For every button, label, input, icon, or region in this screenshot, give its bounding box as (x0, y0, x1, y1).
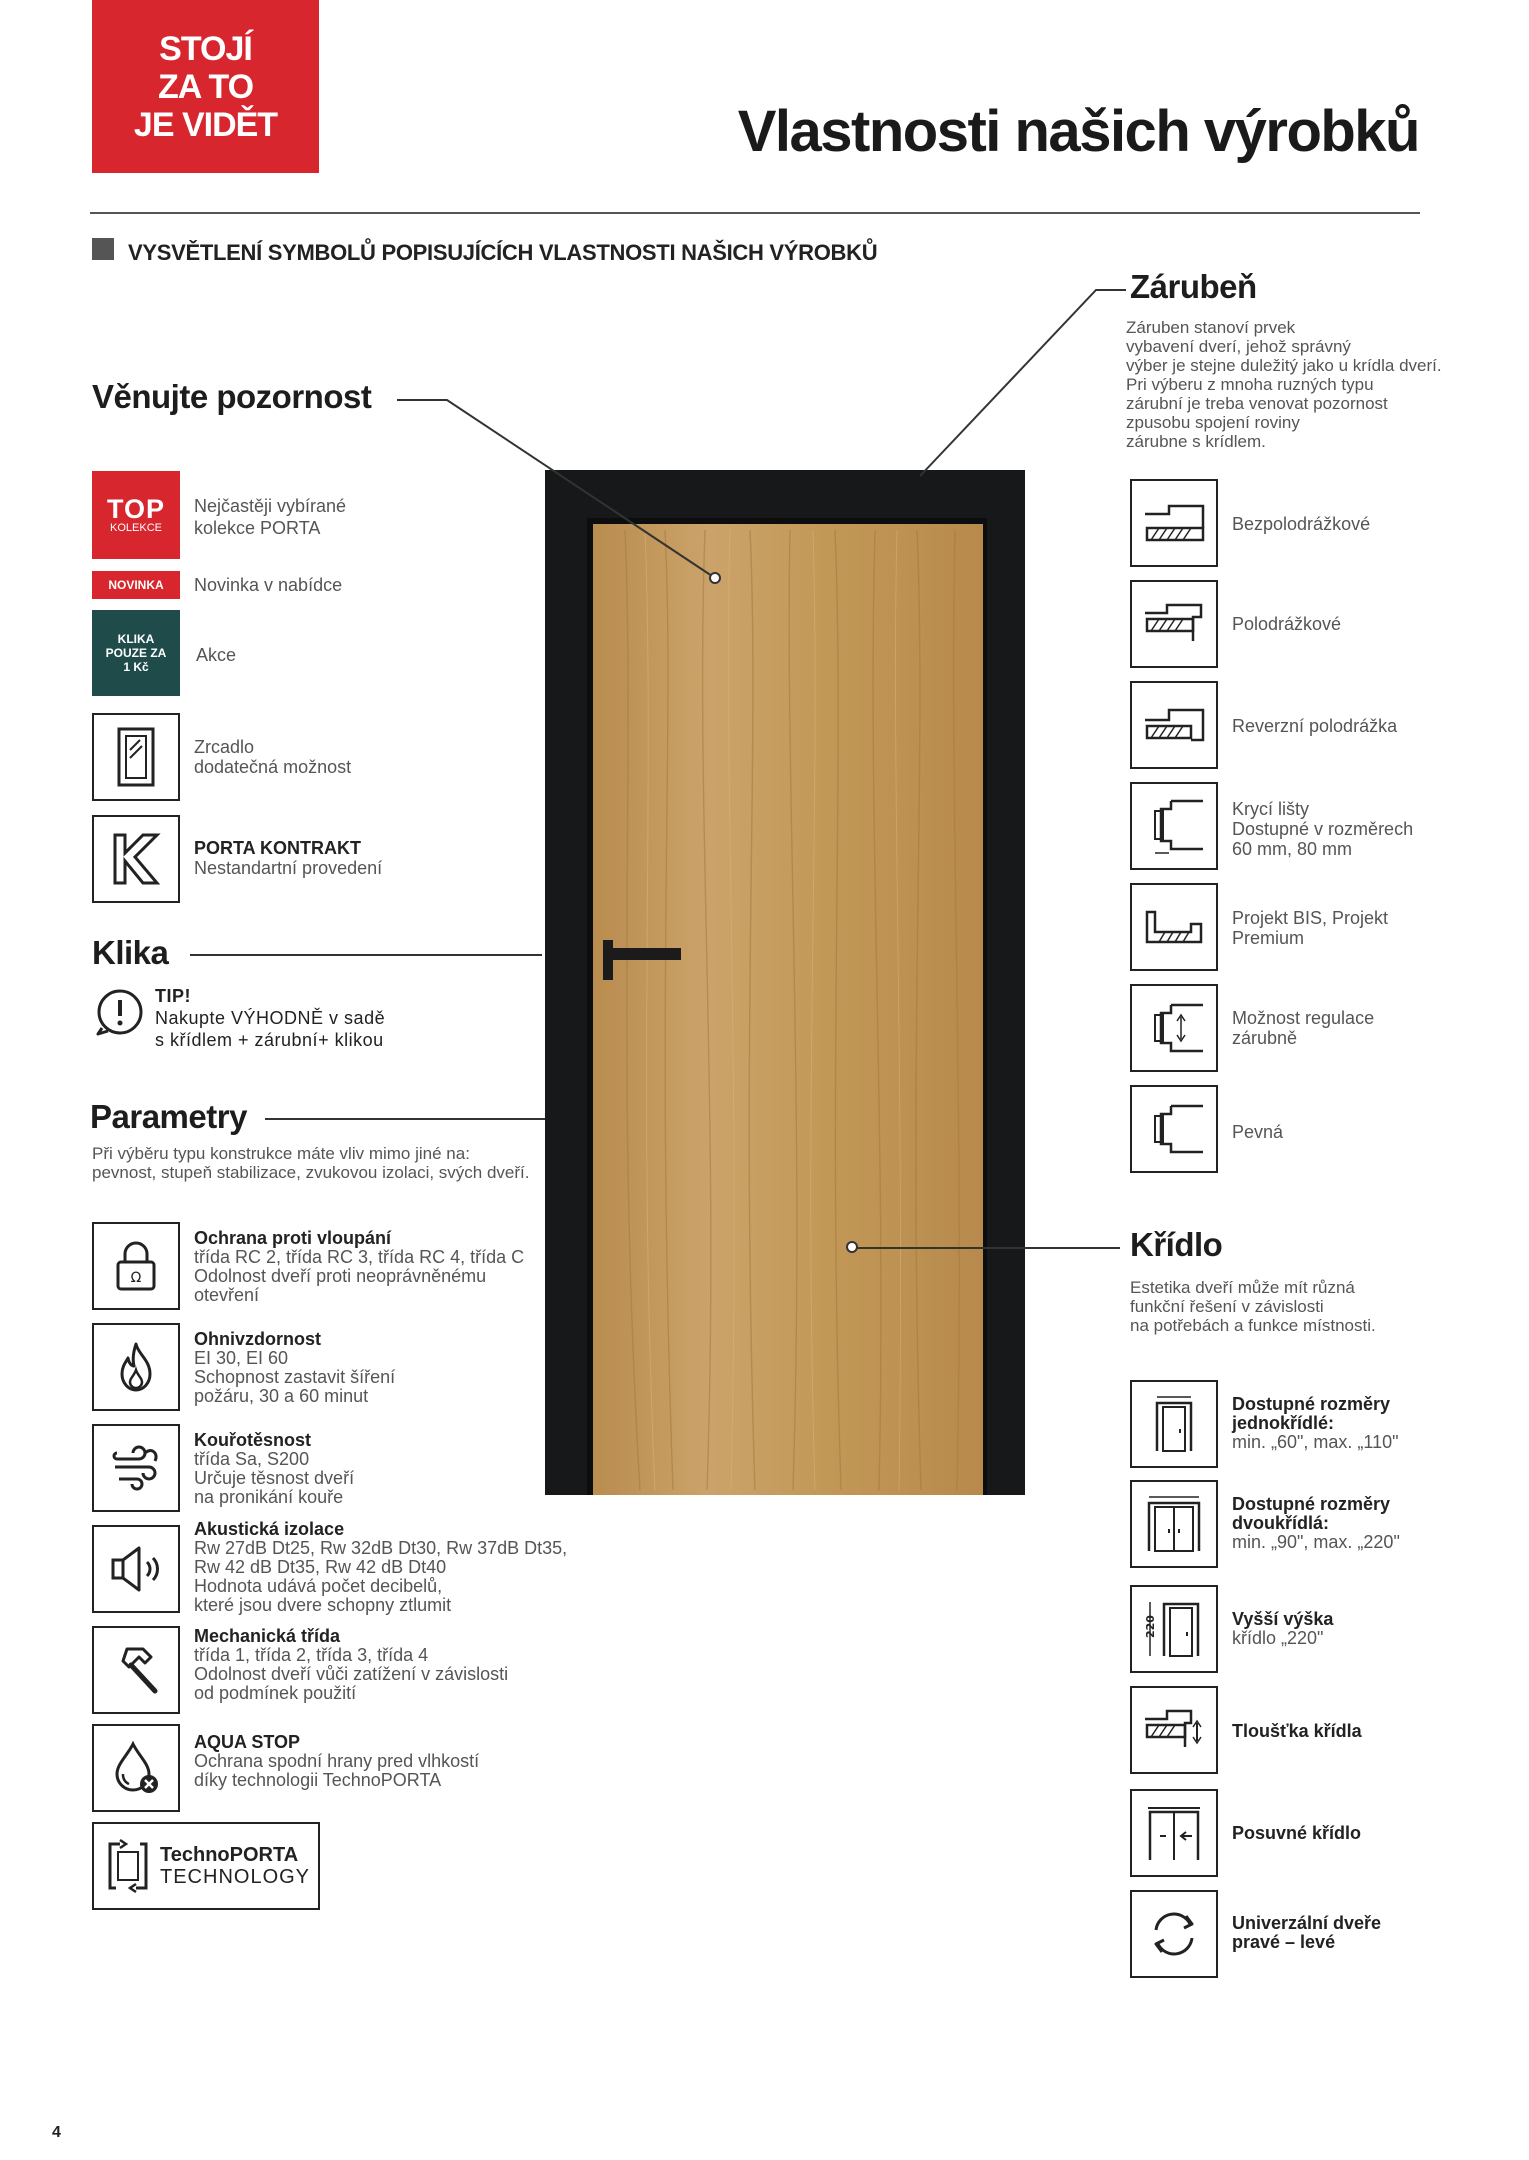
kontrakt-text (194, 838, 382, 878)
double-leaf-icon (1130, 1480, 1218, 1568)
desc-line: funkční řešení v závislosti (1130, 1297, 1324, 1316)
technoporta-logo (92, 1822, 320, 1910)
label-line: Pevná (1232, 1122, 1284, 1142)
klika-leader-line (190, 954, 542, 956)
leaf-title: Univerzální dveře (1232, 1913, 1382, 1933)
label-line: 60 mm, 80 mm (1232, 839, 1353, 859)
tip-text (155, 985, 385, 1051)
leaf-title: Dostupné rozměry (1232, 1394, 1391, 1414)
leaf-title: pravé – levé (1232, 1932, 1336, 1952)
leaf-item-text (1232, 1395, 1399, 1452)
tall-leaf-icon (1130, 1585, 1218, 1673)
label-line: zárubně (1232, 1028, 1298, 1048)
tip-line: s křídlem + zárubní+ klikou (155, 1030, 384, 1050)
section-marker (92, 238, 114, 260)
desc-line: zpusobu spojení roviny (1126, 413, 1300, 432)
leaf-item-text (1232, 1914, 1381, 1952)
param-line: třída RC 2, třída RC 3, třída RC 4, třída C (194, 1247, 525, 1267)
klika-heading: Klika (92, 934, 169, 971)
page-title: Vlastnosti našich výrobků (737, 99, 1419, 164)
frame-item-text (1232, 514, 1370, 534)
kontrakt-k-icon (92, 815, 180, 903)
param-line: otevření (194, 1285, 260, 1305)
badge-text: POUZE ZA (105, 646, 167, 660)
param-line: EI 30, EI 60 (194, 1348, 289, 1368)
label-line: Dostupné v rozměrech (1232, 819, 1414, 839)
technoporta-arrows-icon (106, 1838, 150, 1894)
top-kolekce-text (194, 495, 346, 539)
tip-title: TIP! (155, 986, 191, 1006)
logo-line: STOJÍ (159, 29, 252, 68)
param-title: Ohnivzdornost (194, 1329, 321, 1349)
frame-project-icon (1130, 883, 1218, 971)
hammer-icon (92, 1626, 180, 1714)
leaf-desc: min. „90", max. „220" (1232, 1532, 1400, 1552)
smoke-icon (92, 1424, 180, 1512)
frame-fixed-icon (1130, 1085, 1218, 1173)
label-line: Bezpolodrážkové (1232, 514, 1371, 534)
param-line: požáru, 30 a 60 minut (194, 1386, 369, 1406)
param-title: Kouřotěsnost (194, 1430, 311, 1450)
novinka-badge: NOVINKA (92, 571, 180, 599)
param-title: Akustická izolace (194, 1519, 345, 1539)
param-item-text (194, 1733, 479, 1790)
tip-line: Nakupte VÝHODNĚ v sadě (155, 1008, 386, 1028)
param-line: Určuje těsnost dveří (194, 1468, 355, 1488)
kridlo-leader-dot (846, 1241, 858, 1253)
param-line: Odolnost dveří vůči zatížení v závislosti (194, 1664, 509, 1684)
frame-item-text (1232, 716, 1397, 736)
leaf-desc: křídlo „220" (1232, 1628, 1324, 1648)
frame-item-text (1232, 1122, 1283, 1142)
leaf-title: Posuvné křídlo (1232, 1823, 1362, 1843)
frame-item-text (1232, 614, 1341, 634)
speaker-icon (92, 1525, 180, 1613)
single-leaf-icon (1130, 1380, 1218, 1468)
param-line: na pronikání kouře (194, 1487, 344, 1507)
leaf-title: Dostupné rozměry (1232, 1494, 1391, 1514)
page-number: 4 (52, 2124, 61, 2141)
label-line: Polodrážkové (1232, 614, 1342, 634)
section-heading: VYSVĚTLENÍ SYMBOLŮ POPISUJÍCÍCH VLASTNOSTI NAŠICH VÝROBKŮ (128, 240, 878, 265)
label-line: dodatečná možnost (194, 757, 352, 777)
leaf-title: jednokřídlé: (1232, 1413, 1335, 1433)
top-kolekce-badge (92, 471, 180, 559)
frame-item-text (1232, 1008, 1374, 1048)
leaf-title: Tloušťka křídla (1232, 1721, 1362, 1741)
universal-door-icon (1130, 1890, 1218, 1978)
badge-text: 1 Kč (123, 660, 149, 674)
water-drop-icon (92, 1724, 180, 1812)
label-line: Krycí lišty (1232, 799, 1310, 819)
desc-line: zárubne s krídlem. (1126, 432, 1266, 451)
desc-line: Pri výberu z mnoha ruzných typu (1126, 375, 1374, 394)
param-line: které jsou dvere schopny ztlumit (194, 1595, 452, 1615)
frame-reverse-icon (1130, 681, 1218, 769)
mirror-icon (92, 713, 180, 801)
flame-icon (92, 1323, 180, 1411)
label-line: Možnost regulace (1232, 1008, 1375, 1028)
venujte-leader-line (395, 390, 735, 590)
param-line: od podmínek použití (194, 1683, 357, 1703)
param-item-text (194, 1520, 567, 1615)
svg-text:Ω: Ω (130, 1270, 142, 1286)
param-item-text (194, 1229, 524, 1305)
desc-line: vybavení dverí, jehož správný (1126, 337, 1351, 356)
param-line: Schopnost zastavit šíření (194, 1367, 396, 1387)
desc-line: na potřebách a funkce místnosti. (1130, 1316, 1376, 1335)
kridlo-leader-line (855, 1247, 1120, 1249)
novinka-text: Novinka v nabídce (194, 575, 343, 595)
param-line: Odolnost dveří proti neoprávněnému (194, 1266, 487, 1286)
param-line: Rw 27dB Dt25, Rw 32dB Dt30, Rw 37dB Dt35, (194, 1538, 568, 1558)
badge-text: TOP (106, 493, 165, 524)
techno-line: TechnoPORTA (160, 1844, 299, 1866)
leaf-item-text (1232, 1495, 1400, 1552)
door-illustration (545, 470, 1025, 1495)
leaf-item-text (1232, 1610, 1333, 1648)
desc-line: Záruben stanoví prvek (1126, 318, 1296, 337)
label-line: Projekt BIS, Projekt (1232, 908, 1389, 928)
logo-line: ZA TO (157, 67, 254, 106)
badge-text: KOLEKCE (110, 521, 162, 534)
parametry-description (92, 1144, 530, 1182)
frame-cover-icon (1130, 782, 1218, 870)
header-rule (90, 212, 1420, 214)
height-220-label: 220 (1144, 1615, 1157, 1638)
desc-line: zárubní je treba venovat pozornost (1126, 394, 1388, 413)
frame-item-text (1232, 908, 1388, 948)
param-title: Mechanická třída (194, 1626, 341, 1646)
parametry-heading: Parametry (90, 1098, 247, 1135)
desc-line: Estetika dveří může mít různá (1130, 1278, 1355, 1297)
param-line: Ochrana spodní hrany pred vlhkostí (194, 1751, 480, 1771)
door-leaf (593, 524, 983, 1495)
param-item-text (194, 1431, 354, 1507)
venujte-heading: Věnujte pozornost (92, 378, 372, 415)
door-handle-lever (603, 948, 681, 960)
stoji-za-to-logo (92, 0, 319, 173)
leaf-item-text (1232, 1721, 1362, 1741)
param-title: Ochrana proti vloupání (194, 1228, 392, 1248)
zarubne-leader-line (910, 270, 1130, 480)
zarubne-description (1126, 318, 1442, 451)
klika-za-1kc-badge (92, 610, 180, 696)
frame-adjustable-icon (1130, 984, 1218, 1072)
param-line: třída 1, třída 2, třída 3, třída 4 (194, 1645, 429, 1665)
akce-text: Akce (196, 645, 237, 665)
tip-icon (96, 988, 144, 1041)
label-line: kolekce PORTA (194, 518, 321, 538)
leaf-desc: min. „60", max. „110" (1232, 1432, 1399, 1452)
kridlo-description (1130, 1278, 1376, 1335)
mirror-text (194, 737, 351, 777)
label-line: Nestandartní provedení (194, 858, 383, 878)
desc-line: Při výběru typu konstrukce máte vliv mimo jiné na: (92, 1144, 470, 1163)
param-line: Hodnota udává počet decibelů, (194, 1576, 443, 1596)
param-line: třída Sa, S200 (194, 1449, 310, 1469)
leaf-item-text (1232, 1823, 1361, 1843)
param-item-text (194, 1627, 508, 1703)
frame-item-text (1232, 799, 1413, 859)
label-line: Premium (1232, 928, 1305, 948)
param-item-text (194, 1330, 395, 1406)
techno-line: TECHNOLOGY (160, 1866, 311, 1888)
param-line: díky technologii TechnoPORTA (194, 1770, 442, 1790)
padlock-icon (92, 1222, 180, 1310)
desc-line: pevnost, stupeň stabilizace, zvukovou izolaci, svých dveří. (92, 1163, 530, 1182)
leaf-title: Vyšší výška (1232, 1609, 1334, 1629)
leaf-thickness-icon (1130, 1686, 1218, 1774)
param-title: AQUA STOP (194, 1732, 301, 1752)
badge-text: KLIKA (117, 632, 155, 646)
label-line: Zrcadlo (194, 737, 255, 757)
label-line: Reverzní polodrážka (1232, 716, 1398, 736)
label-title: PORTA KONTRAKT (194, 838, 361, 858)
param-line: Rw 42 dB Dt35, Rw 42 dB Dt40 (194, 1557, 447, 1577)
leaf-title: dvoukřídlá: (1232, 1513, 1330, 1533)
frame-flush-icon (1130, 479, 1218, 567)
frame-rebated-icon (1130, 580, 1218, 668)
zarubne-heading: Zárubeň (1130, 268, 1257, 305)
kridlo-heading: Křídlo (1130, 1226, 1223, 1263)
desc-line: výber je stejne duležitý jako u krídla dverí. (1126, 356, 1442, 375)
sliding-leaf-icon (1130, 1789, 1218, 1877)
logo-line: JE VIDĚT (133, 105, 278, 144)
label-line: Nejčastěji vybírané (194, 496, 347, 516)
